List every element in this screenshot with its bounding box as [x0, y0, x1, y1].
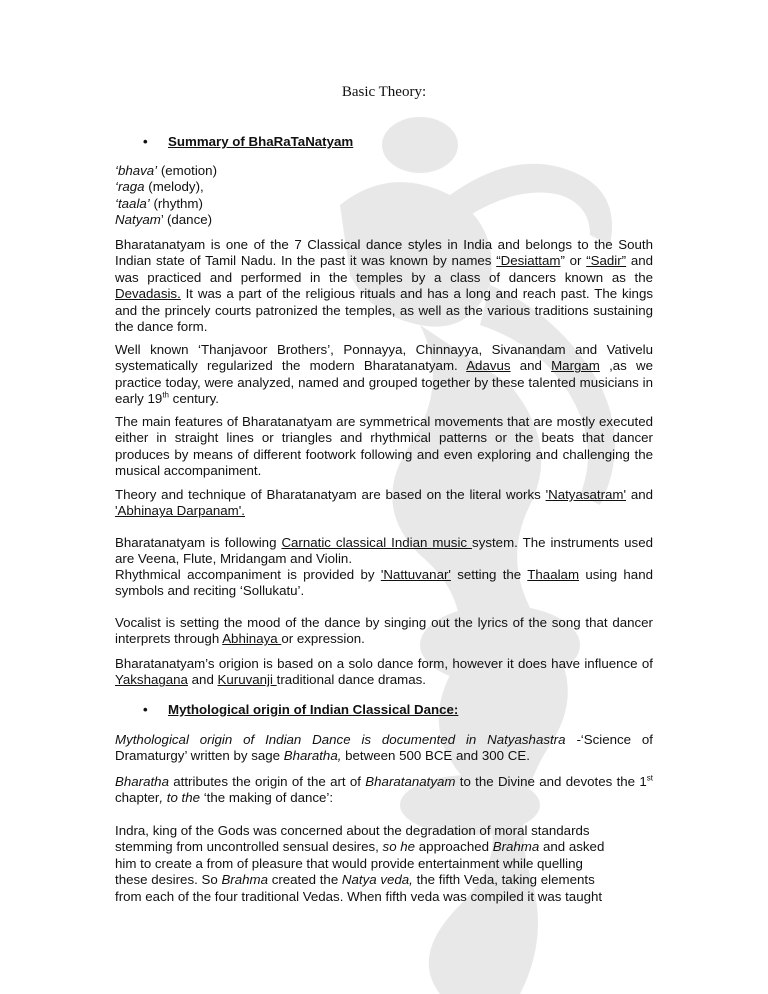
section-heading-summary: Summary of BhaRaTaNatyam [168, 134, 354, 149]
paragraph-natyashastra: Mythological origin of Indian Dance is documented in Natyashastra -‘Science of Dramaturgy’ written by sage Bharatha, between 500 BCE and 300 CE. [115, 732, 654, 764]
paragraph-music: Bharatanatyam is following Carnatic classical Indian music system. The instruments used are Veena, Flute, Mridangam and Violin. [115, 535, 653, 567]
paragraph-vocalist: Vocalist is setting the mood of the dance by singing out the lyrics of the song that dancer interprets through Abhinaya or expression. [115, 615, 653, 647]
link-devadasis[interactable]: Devadasis. [115, 286, 181, 302]
paragraph-theory-technique: Theory and technique of Bharatanatyam are based on the literal works 'Natyasatram' and 'Abhinaya Darpanam'. [115, 487, 654, 519]
link-yakshagana[interactable]: Yakshagana [115, 672, 188, 688]
link-thaalam[interactable]: Thaalam [527, 567, 580, 582]
link-sadir[interactable]: “Sadir” [586, 253, 627, 269]
link-abhinaya-darpanam[interactable]: 'Abhinaya Darpanam'. [115, 503, 245, 519]
bullet-marker: • [143, 702, 148, 717]
paragraph-origin: Bharatanatyam’s origion is based on a solo dance form, however it does have influence of Yakshagana and Kuruvanji traditional dance dramas. [115, 656, 653, 688]
link-natyasatram[interactable]: 'Natyasatram' [545, 487, 627, 502]
paragraph-indra: Indra, king of the Gods was concerned about the degradation of moral standards stemming from uncontrolled sensual desires, so he approached Brahma and asked him to create a from of pleasure that would provide entertainment while quelling these desires. So Brahma created the Natya veda, the fifth Veda, taking elements from each of the four traditional Vedas. When fifth veda was compiled it was taught [115, 823, 605, 904]
term-list [115, 163, 653, 229]
link-nattuvanar[interactable]: 'Nattuvanar' [380, 567, 451, 582]
link-carnatic-music[interactable]: Carnatic classical Indian music [281, 535, 473, 550]
section-heading-mythological: Mythological origin of Indian Classical Dance: [168, 702, 459, 717]
link-abhinaya[interactable]: Abhinaya [222, 631, 282, 647]
paragraph-bharatha: Bharatha attributes the origin of the art of Bharatanatyam to the Divine and devotes the 1st chapter, to the ‘the making of dance’: [115, 773, 653, 806]
link-desiattam[interactable]: “Desiattam [496, 253, 561, 269]
term-item: ‘bhava’ (emotion) [115, 163, 217, 178]
bullet-marker: • [143, 134, 148, 149]
link-adavus[interactable]: Adavus [466, 358, 511, 374]
term-item: ‘raga (melody), [115, 179, 204, 195]
paragraph-intro: Bharatanatyam is one of the 7 Classical dance styles in India and belongs to the South Indian state of Tamil Nadu. In the past it was known by names “Desiattam” or “Sadir” and was practiced and performed in the temples by a class of dancers known as the Devadasis. It was a part of the religious rituals and has a long and reach past. The kings and the princely courts patronized the temples, as well as the various traditions sustaining the dance form. [115, 237, 653, 335]
term-item: Natyam’ (dance) [115, 212, 213, 228]
page-title: Basic Theory: [341, 84, 427, 100]
paragraph-accompaniment: Rhythmical accompaniment is provided by 'Nattuvanar' setting the Thaalam using hand symbols and reciting ‘Sollukatu’. [115, 567, 653, 599]
link-margam[interactable]: Margam [551, 358, 600, 374]
term-item: ‘taala’ (rhythm) [115, 195, 203, 211]
paragraph-main-features: The main features of Bharatanatyam are symmetrical movements that are mostly executed either in straight lines or triangles and rhythmical patterns or the beats that dancer produces by means of different footwork following and even exploring and challenging the musical accompaniment. [115, 414, 653, 479]
link-kuruvanji[interactable]: Kuruvanji [217, 672, 277, 688]
paragraph-thanjavoor-brothers: Well known ‘Thanjavoor Brothers’, Ponnayya, Chinnayya, Sivanandam and Vativelu systematically regularized the modern Bharatanatyam. Adavus and Margam ,as we practice today, were analyzed, named and grouped together by these talented musicians in early 19th century. [115, 342, 654, 407]
